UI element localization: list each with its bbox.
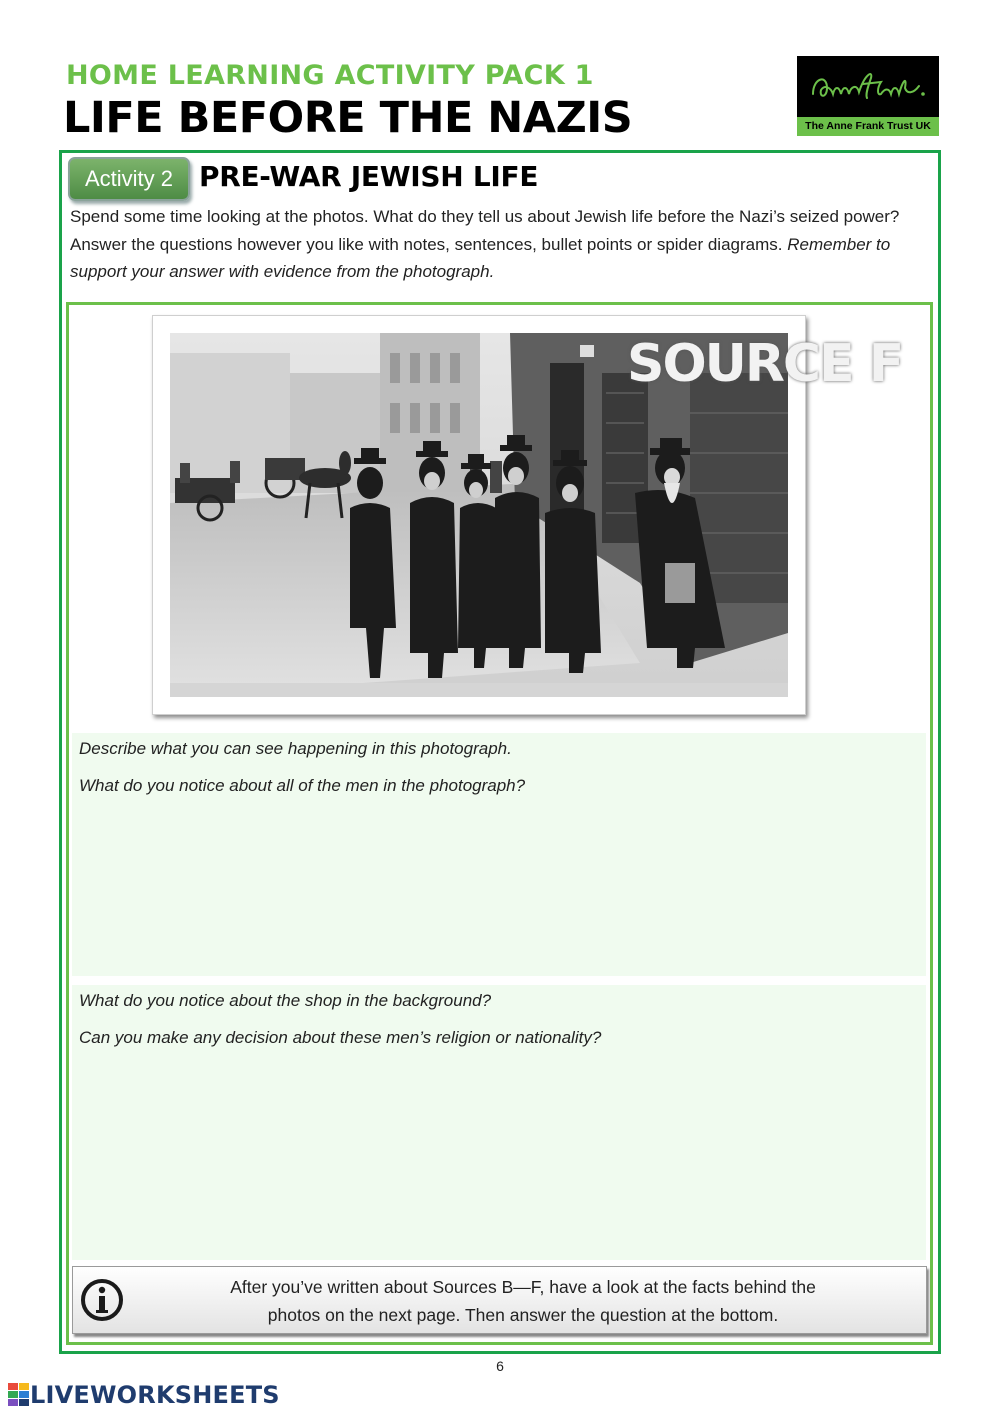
info-line-2: photos on the next page. Then answer the question at the bottom. [267,1305,779,1325]
source-photo-frame [152,315,903,715]
logo-caption: The Anne Frank Trust UK [797,117,939,136]
liveworksheets-logo-icon [8,1383,30,1407]
page-number: 6 [496,1358,504,1374]
info-box [72,1266,927,1334]
activity-title: PRE-WAR JEWISH LIFE [199,160,539,193]
question-shop: What do you notice about the shop in the background? [79,991,492,1010]
anne-frank-signature-icon [807,64,929,110]
liveworksheets-brand[interactable]: LIVEWORKSHEETS [30,1381,280,1409]
question-box-1 [72,733,926,976]
question-religion: Can you make any decision about these men’s religion or nationality? [79,1028,602,1047]
info-icon [79,1277,125,1323]
answer-area-1[interactable] [72,803,926,976]
instructions-text: Spend some time looking at the photos. What do they tell us about Jewish life before the Nazi’s seized power? Answer the questions however you like with notes, sentences, bullet points or spider diagrams. [70,207,900,254]
activity-badge: Activity 2 [68,157,190,201]
info-line-1: After you’ve written about Sources B—F, have a look at the facts behind the [230,1277,816,1297]
info-text [183,1273,863,1329]
answer-area-2[interactable] [72,1055,926,1260]
pack-kicker: HOME LEARNING ACTIVITY PACK 1 [66,60,594,91]
page-title: LIFE BEFORE THE NAZIS [63,93,633,143]
question-describe: Describe what you can see happening in this photograph. [79,739,512,758]
source-label: SOURCE F [627,334,903,394]
activity-instructions [70,203,930,286]
question-box-2 [72,985,926,1260]
anne-frank-trust-logo [797,56,939,136]
question-men: What do you notice about all of the men in the photograph? [79,776,526,795]
instructions-emphasis: Remember to support your answer with evidence from the photograph. [70,234,891,281]
